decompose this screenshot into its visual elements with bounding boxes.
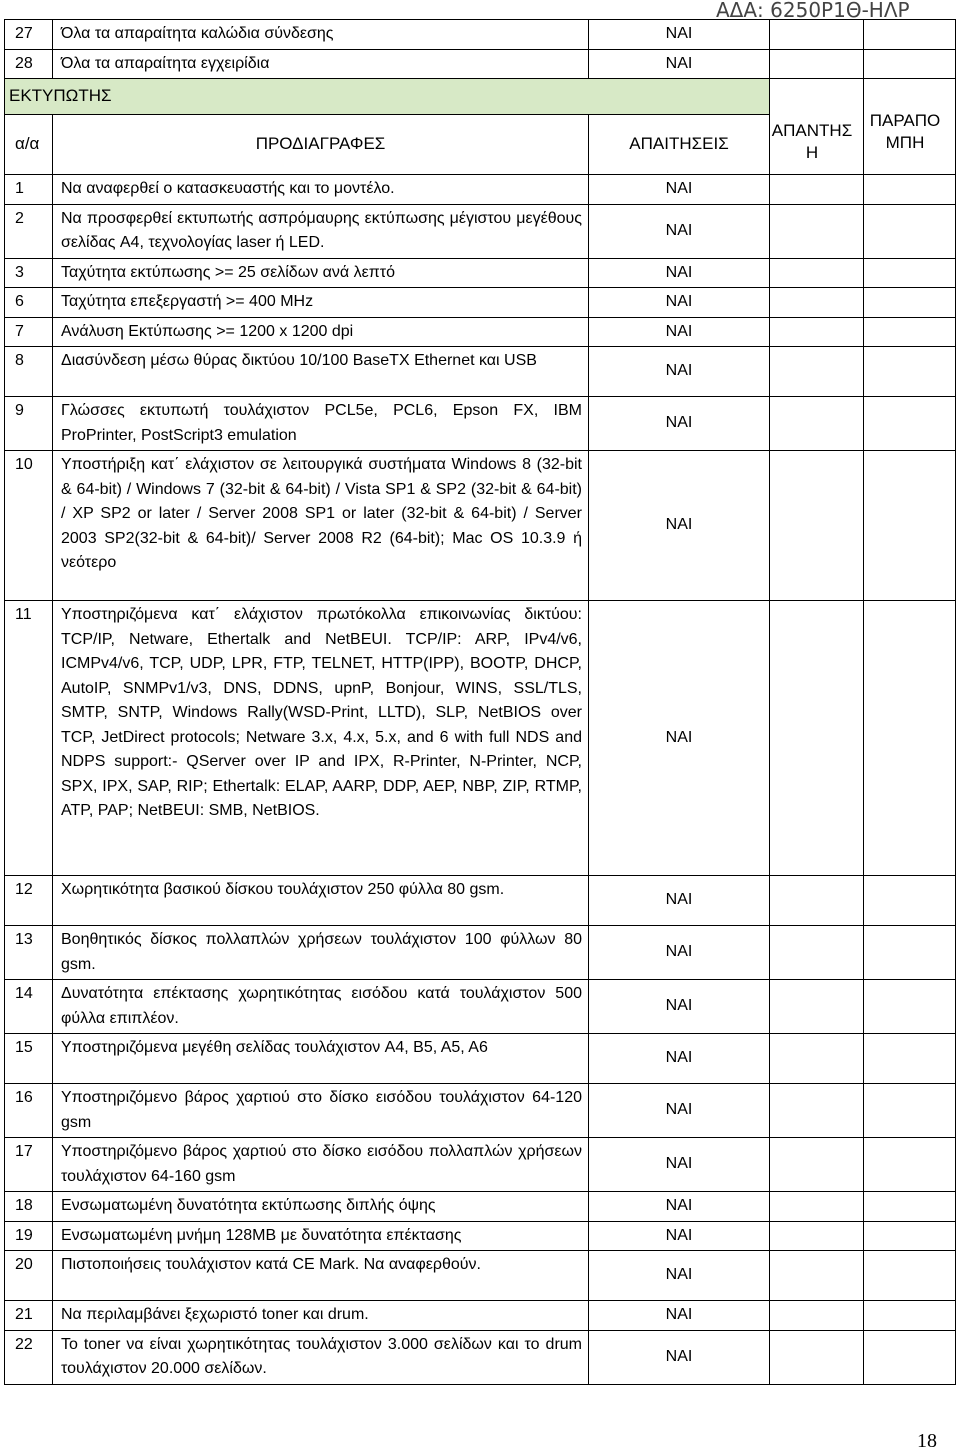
row-number: 20	[5, 1251, 53, 1301]
table-row	[5, 317, 956, 347]
ref-cell	[864, 204, 956, 258]
answer-cell	[770, 258, 864, 288]
ref-cell	[864, 175, 956, 205]
header-ref: ΠΑΡΑΠΟΜΠΗ	[869, 111, 941, 152]
page-number: 18	[917, 1430, 937, 1452]
ref-cell	[864, 451, 956, 601]
row-requirement: ΝΑΙ	[589, 20, 770, 50]
row-requirement: ΝΑΙ	[589, 451, 770, 601]
row-requirement: ΝΑΙ	[589, 926, 770, 980]
row-requirement: ΝΑΙ	[589, 1251, 770, 1301]
ref-cell	[864, 1084, 956, 1138]
answer-cell	[770, 49, 864, 79]
row-requirement: ΝΑΙ	[589, 601, 770, 876]
row-number: 19	[5, 1221, 53, 1251]
ref-cell	[864, 1192, 956, 1222]
row-number: 17	[5, 1138, 53, 1192]
table-row	[5, 1192, 956, 1222]
row-number: 15	[5, 1034, 53, 1084]
table-row	[5, 601, 956, 876]
row-number: 3	[5, 258, 53, 288]
ref-cell	[864, 1034, 956, 1084]
top-row	[5, 20, 956, 50]
ref-cell	[864, 258, 956, 288]
row-number: 2	[5, 204, 53, 258]
row-number: 7	[5, 317, 53, 347]
row-number: 9	[5, 397, 53, 451]
row-requirement: ΝΑΙ	[589, 980, 770, 1034]
row-requirement: ΝΑΙ	[589, 1192, 770, 1222]
table-row	[5, 1084, 956, 1138]
row-number: 6	[5, 288, 53, 318]
row-number: 21	[5, 1301, 53, 1331]
answer-cell	[770, 926, 864, 980]
row-requirement: ΝΑΙ	[589, 1221, 770, 1251]
row-number: 14	[5, 980, 53, 1034]
ref-cell	[864, 49, 956, 79]
row-number: 16	[5, 1084, 53, 1138]
row-description: Χωρητικότητα βασικού δίσκου τουλάχιστον 250 φύλλα 80 gsm.	[53, 876, 589, 926]
row-number: 18	[5, 1192, 53, 1222]
row-requirement: ΝΑΙ	[589, 397, 770, 451]
answer-cell	[770, 1330, 864, 1384]
table-row	[5, 1301, 956, 1331]
row-description: Όλα τα απαραίτητα εγχειρίδια	[53, 49, 589, 79]
ref-cell	[864, 926, 956, 980]
row-description: Όλα τα απαραίτητα καλώδια σύνδεσης	[53, 20, 589, 50]
row-description: Να αναφερθεί ο κατασκευαστής και το μοντέλο.	[53, 175, 589, 205]
ref-cell	[864, 347, 956, 397]
table-row	[5, 980, 956, 1034]
table-row	[5, 258, 956, 288]
header-req: ΑΠΑΙΤΗΣΕΙΣ	[589, 115, 770, 175]
ref-cell	[864, 397, 956, 451]
row-description: Ενσωματωμένη μνήμη 128MB με δυνατότητα επέκτασης	[53, 1221, 589, 1251]
ref-cell	[864, 601, 956, 876]
header-answer: ΑΠΑΝΤΗΣΗ	[771, 121, 853, 162]
ref-cell	[864, 317, 956, 347]
answer-cell	[770, 204, 864, 258]
row-description: Το toner να είναι χωρητικότητας τουλάχιστον 3.000 σελίδων και το drum τουλάχιστον 20.000 σελίδων.	[53, 1330, 589, 1384]
ref-cell	[864, 20, 956, 50]
table-row	[5, 926, 956, 980]
table-row	[5, 1034, 956, 1084]
header-num: α/α	[5, 115, 53, 175]
row-description: Υποστηριζόμενα μεγέθη σελίδας τουλάχιστον A4, B5, A5, A6	[53, 1034, 589, 1084]
table-row	[5, 1221, 956, 1251]
row-number: 11	[5, 601, 53, 876]
table-row	[5, 347, 956, 397]
ada-code: ΑΔΑ: 6250Ρ1Θ-ΗΛΡ	[716, 0, 910, 22]
row-description: Να περιλαμβάνει ξεχωριστό toner και drum.	[53, 1301, 589, 1331]
row-number: 28	[5, 49, 53, 79]
row-description: Ανάλυση Εκτύπωσης >= 1200 x 1200 dpi	[53, 317, 589, 347]
row-description: Υποστηριζόμενα κατ΄ ελάχιστον πρωτόκολλα επικοινωνίας δικτύου: TCP/IP, Netware, Ethertalk and NetBEUI. TCP/IP: ARP, IPv4/v6, ICMPv4/v6, TCP, UDP, LPR, FTP, TELNET, HTTP(IPP), BOOTP, DHCP, AutoIP, SNMPv1/v3, DNS, DDNS, upnP, Bonjour, WINS, SSL/TLS, SMTP, SNTP, Windows Rally(WSD-Print, LLTD), SLP, NetBIOS over TCP, JetDirect protocols; Netware 3.x, 4.x, 5.x, and 6 with full NDS and NDPS support:- QServer over IP and IPX, R-Printer, N-Printer, NCP, SPX, IPX, SAP, RIP; Ethertalk: ELAP, AARP, DDP, AEP, NBP, ZIP, RTMP, ATP, PAP; NetBEUI: SMB, NetBIOS.	[53, 601, 589, 876]
row-requirement: ΝΑΙ	[589, 49, 770, 79]
row-description: Ενσωματωμένη δυνατότητα εκτύπωσης διπλής όψης	[53, 1192, 589, 1222]
row-requirement: ΝΑΙ	[589, 175, 770, 205]
row-number: 13	[5, 926, 53, 980]
printer-spec-table	[4, 19, 956, 1385]
row-number: 8	[5, 347, 53, 397]
answer-cell	[770, 1192, 864, 1222]
table-row	[5, 1251, 956, 1301]
table-row	[5, 1330, 956, 1384]
answer-cell	[770, 347, 864, 397]
row-description: Δυνατότητα επέκτασης χωρητικότητας εισόδου κατά τουλάχιστον 500 φύλλα επιπλέον.	[53, 980, 589, 1034]
ref-cell	[864, 288, 956, 318]
ref-cell	[864, 1330, 956, 1384]
answer-cell	[770, 601, 864, 876]
answer-cell	[770, 1138, 864, 1192]
row-description: Υποστηριζόμενο βάρος χαρτιού στο δίσκο εισόδου πολλαπλών χρήσεων τουλάχιστον 64-160 gsm	[53, 1138, 589, 1192]
answer-cell	[770, 1251, 864, 1301]
table-row	[5, 397, 956, 451]
ref-cell	[864, 980, 956, 1034]
ref-cell	[864, 1221, 956, 1251]
table-row	[5, 204, 956, 258]
answer-cell	[770, 20, 864, 50]
ref-cell	[864, 1301, 956, 1331]
row-description: Να προσφερθεί εκτυπωτής ασπρόμαυρης εκτύπωσης μέγιστου μεγέθους σελίδας A4, τεχνολογίας laser ή LED.	[53, 204, 589, 258]
header-spec: ΠΡΟΔΙΑΓΡΑΦΕΣ	[53, 115, 589, 175]
answer-cell	[770, 1084, 864, 1138]
answer-cell	[770, 1034, 864, 1084]
ref-cell	[864, 876, 956, 926]
table-row	[5, 175, 956, 205]
answer-cell	[770, 288, 864, 318]
ref-cell	[864, 1138, 956, 1192]
row-requirement: ΝΑΙ	[589, 1034, 770, 1084]
row-description: Βοηθητικός δίσκος πολλαπλών χρήσεων τουλάχιστον 100 φύλλων 80 gsm.	[53, 926, 589, 980]
top-row	[5, 49, 956, 79]
answer-cell	[770, 1301, 864, 1331]
answer-cell	[770, 451, 864, 601]
row-number: 12	[5, 876, 53, 926]
table-row	[5, 876, 956, 926]
row-description: Υποστήριξη κατ΄ ελάχιστον σε λειτουργικά συστήματα Windows 8 (32-bit & 64-bit) / Windows 7 (32-bit & 64-bit) / Vista SP1 & SP2 (32-bit & 64-bit) / XP SP2 or later / Server 2008 SP1 or later (32-bit & 64-bit) / Server 2003 SP2(32-bit & 64-bit)/ Server 2008 R2 (64-bit); Mac OS 10.3.9 ή νεότερο	[53, 451, 589, 601]
table-row	[5, 1138, 956, 1192]
row-description: Υποστηριζόμενο βάρος χαρτιού στο δίσκο εισόδου τουλάχιστον 64-120 gsm	[53, 1084, 589, 1138]
table-row	[5, 288, 956, 318]
row-number: 22	[5, 1330, 53, 1384]
row-description: Πιστοποιήσεις τουλάχιστον κατά CE Mark. Να αναφερθούν.	[53, 1251, 589, 1301]
row-requirement: ΝΑΙ	[589, 1084, 770, 1138]
row-number: 10	[5, 451, 53, 601]
row-requirement: ΝΑΙ	[589, 258, 770, 288]
answer-cell	[770, 980, 864, 1034]
row-requirement: ΝΑΙ	[589, 1301, 770, 1331]
row-requirement: ΝΑΙ	[589, 204, 770, 258]
row-description: Γλώσσες εκτυπωτή τουλάχιστον PCL5e, PCL6, Epson FX, IBM ProPrinter, PostScript3 emulation	[53, 397, 589, 451]
row-requirement: ΝΑΙ	[589, 1330, 770, 1384]
answer-cell	[770, 175, 864, 205]
answer-cell	[770, 397, 864, 451]
ref-cell	[864, 1251, 956, 1301]
row-description: Ταχύτητα επεξεργαστή >= 400 MHz	[53, 288, 589, 318]
row-requirement: ΝΑΙ	[589, 347, 770, 397]
row-requirement: ΝΑΙ	[589, 317, 770, 347]
row-description: Διασύνδεση μέσω θύρας δικτύου 10/100 BaseTX Ethernet και USB	[53, 347, 589, 397]
section-title: ΕΚΤΥΠΩΤΗΣ	[5, 79, 770, 115]
answer-cell	[770, 317, 864, 347]
answer-cell	[770, 876, 864, 926]
row-requirement: ΝΑΙ	[589, 876, 770, 926]
row-requirement: ΝΑΙ	[589, 1138, 770, 1192]
table-row	[5, 451, 956, 601]
answer-cell	[770, 1221, 864, 1251]
row-number: 1	[5, 175, 53, 205]
row-description: Ταχύτητα εκτύπωσης >= 25 σελίδων ανά λεπτό	[53, 258, 589, 288]
row-number: 27	[5, 20, 53, 50]
section-row	[5, 79, 956, 115]
row-requirement: ΝΑΙ	[589, 288, 770, 318]
